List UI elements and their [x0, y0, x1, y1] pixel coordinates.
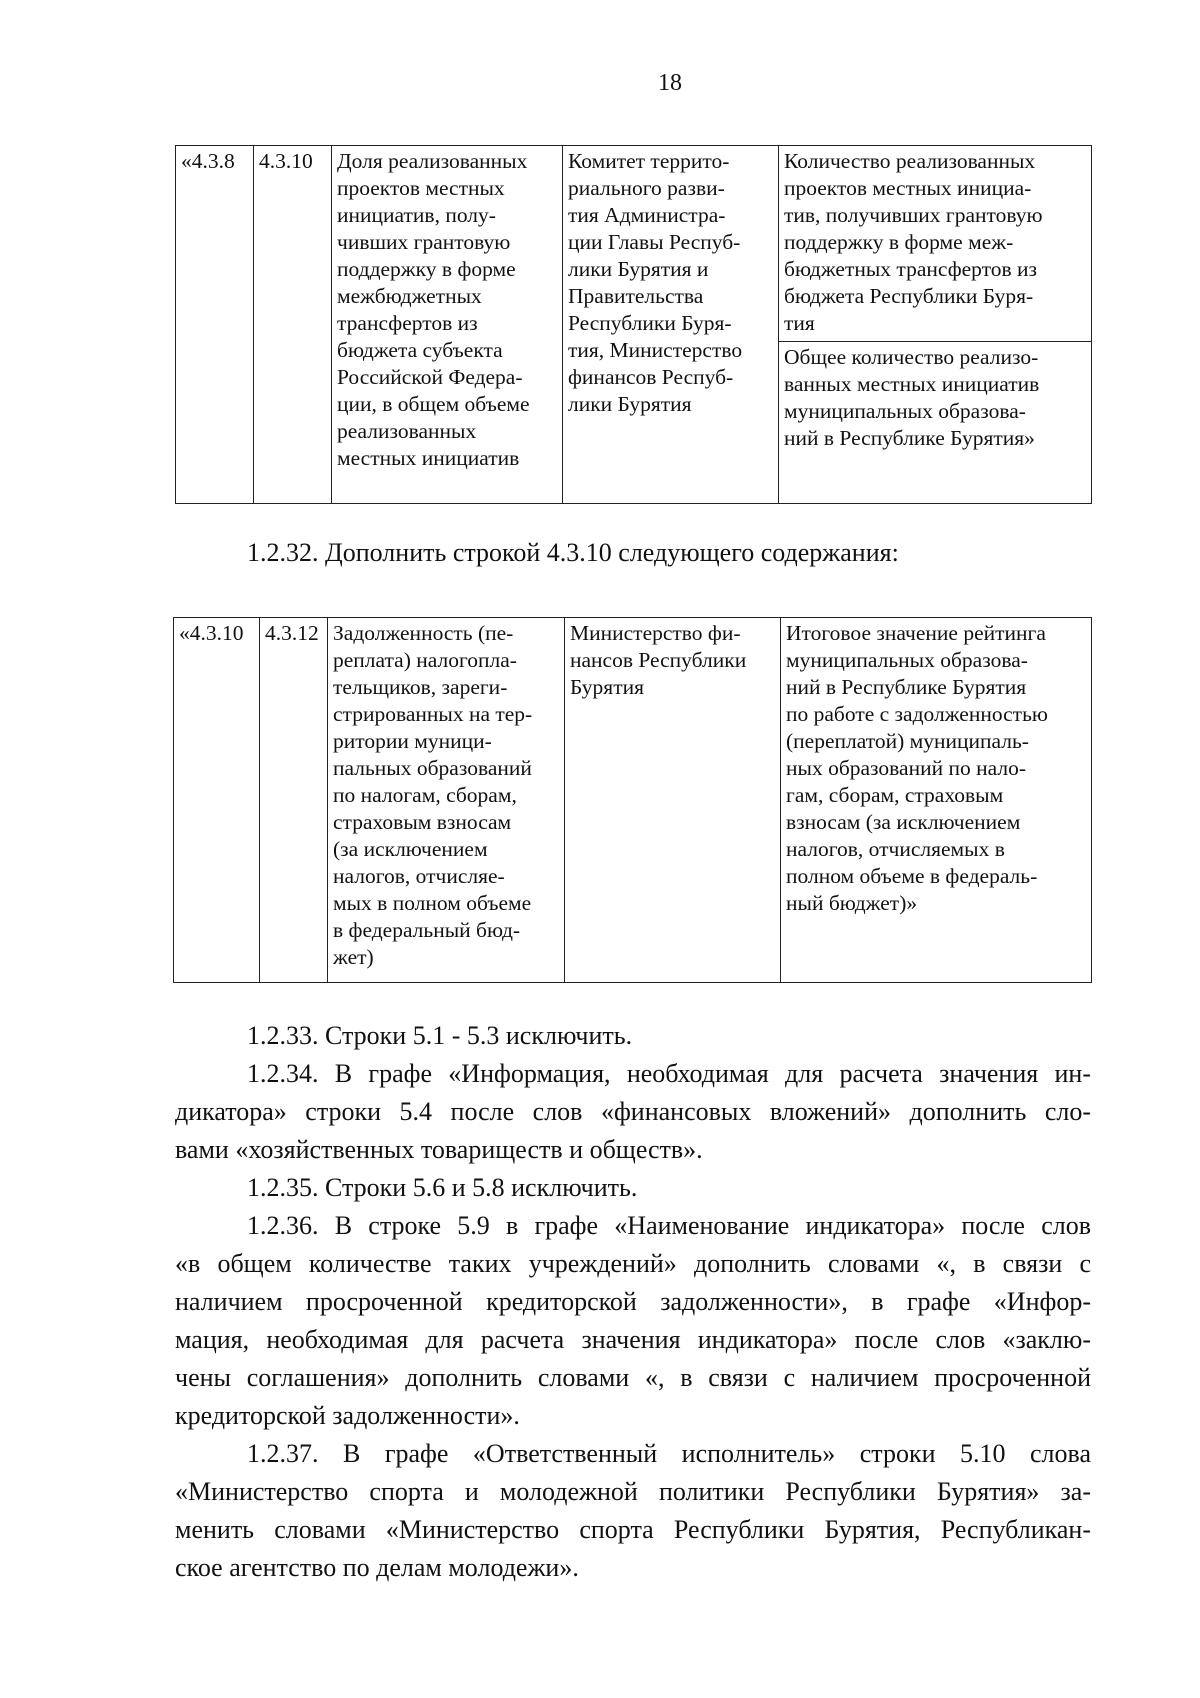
- paragraph-1-2-34: [175, 1055, 1091, 1169]
- paragraph-line: ское агентство по делам молодежи».: [175, 1553, 579, 1582]
- paragraph-line: 1.2.35. Строки 5.6 и 5.8 исключить.: [247, 1173, 638, 1202]
- paragraph-1-2-32: 1.2.32. Дополнить строкой 4.3.10 следующего содержания:: [247, 538, 899, 567]
- table2-col1-cell: «4.3.10: [174, 618, 260, 983]
- table1-info-cell-2: Общее количество реализо- ванных местных инициатив муниципальных образова- ний в Республике Бурятия»: [779, 342, 1092, 504]
- paragraph-line: «Министерство спорта и молодежной политики Республики Бурятия» за-: [175, 1477, 1091, 1506]
- paragraph-line: вами «хозяйственных товариществ и обществ».: [175, 1135, 703, 1164]
- paragraph-1-2-36: [175, 1207, 1091, 1435]
- paragraph-line: 1.2.37. В графе «Ответственный исполнитель» строки 5.10 слова: [247, 1439, 1091, 1468]
- page-number: 18: [658, 70, 682, 96]
- table2-executor-cell: Министерство фи- нансов Республики Бурятия: [565, 618, 781, 983]
- paragraph-1-2-37: [175, 1435, 1091, 1587]
- paragraph-line: наличием просроченной кредиторской задолженности», в графе «Инфор-: [175, 1287, 1091, 1316]
- table2-info-cell: Итоговое значение рейтинга муниципальных образова- ний в Республике Бурятия по работе с задолженностью (переплатой) муниципаль- ных образований по нало- гам, сборам, страховым взносам (за исключением налогов, отчисляемых в полном объеме в федераль- ный бюджет)»: [781, 618, 1092, 983]
- paragraph-line: мация, необходимая для расчета значения индикатора» после слов «заклю-: [175, 1325, 1091, 1354]
- paragraph-line: 1.2.36. В строке 5.9 в графе «Наименование индикатора» после слов: [247, 1211, 1091, 1240]
- table1-indicator-cell: Доля реализованных проектов местных инициатив, полу- чивших грантовую поддержку в форме межбюджетных трансфертов из бюджета субъекта Российской Федера- ции, в общем объеме реализованных местных инициатив: [332, 146, 563, 504]
- table1-executor-cell: Комитет террито- риального разви- тия Администра- ции Главы Респуб- лики Бурятия и Правительства Республики Буря- тия, Министерство финансов Респуб- лики Бурятия: [563, 146, 779, 504]
- paragraph-line: «в общем количестве таких учреждений» дополнить словами «, в связи с: [175, 1249, 1091, 1278]
- table1-col1-cell: «4.3.8: [176, 146, 254, 504]
- paragraph-1-2-35: [175, 1169, 1091, 1207]
- table2-col2-cell: 4.3.12: [260, 618, 328, 983]
- indicator-table-1: [175, 145, 1092, 504]
- indicator-table-2: [173, 617, 1092, 983]
- table1-info-cell-1: Количество реализованных проектов местных инициа- тив, получивших грантовую поддержку в форме меж- бюджетных трансфертов из бюджета Республики Буря- тия: [779, 146, 1092, 342]
- paragraph-line: 1.2.34. В графе «Информация, необходимая для расчета значения ин-: [247, 1059, 1091, 1088]
- table2-indicator-cell: Задолженность (пе- реплата) налогопла- тельщиков, зареги- стрированных на тер- ритории муници- пальных образований по налогам, сборам, страховым взносам (за исключением налогов, отчисляе- мых в полном объеме в федеральный бюд- жет): [328, 618, 565, 983]
- paragraph-line: чены соглашения» дополнить словами «, в связи с наличием просроченной: [175, 1363, 1091, 1392]
- table1-col2-cell: 4.3.10: [254, 146, 332, 504]
- paragraph-line: кредиторской задолженности».: [175, 1401, 520, 1430]
- paragraph-line: 1.2.33. Строки 5.1 - 5.3 исключить.: [247, 1021, 633, 1050]
- paragraph-line: дикатора» строки 5.4 после слов «финансовых вложений» дополнить сло-: [175, 1097, 1091, 1126]
- paragraph-line: менить словами «Министерство спорта Республики Бурятия, Республикан-: [175, 1515, 1091, 1544]
- paragraph-1-2-33: [175, 1017, 1091, 1055]
